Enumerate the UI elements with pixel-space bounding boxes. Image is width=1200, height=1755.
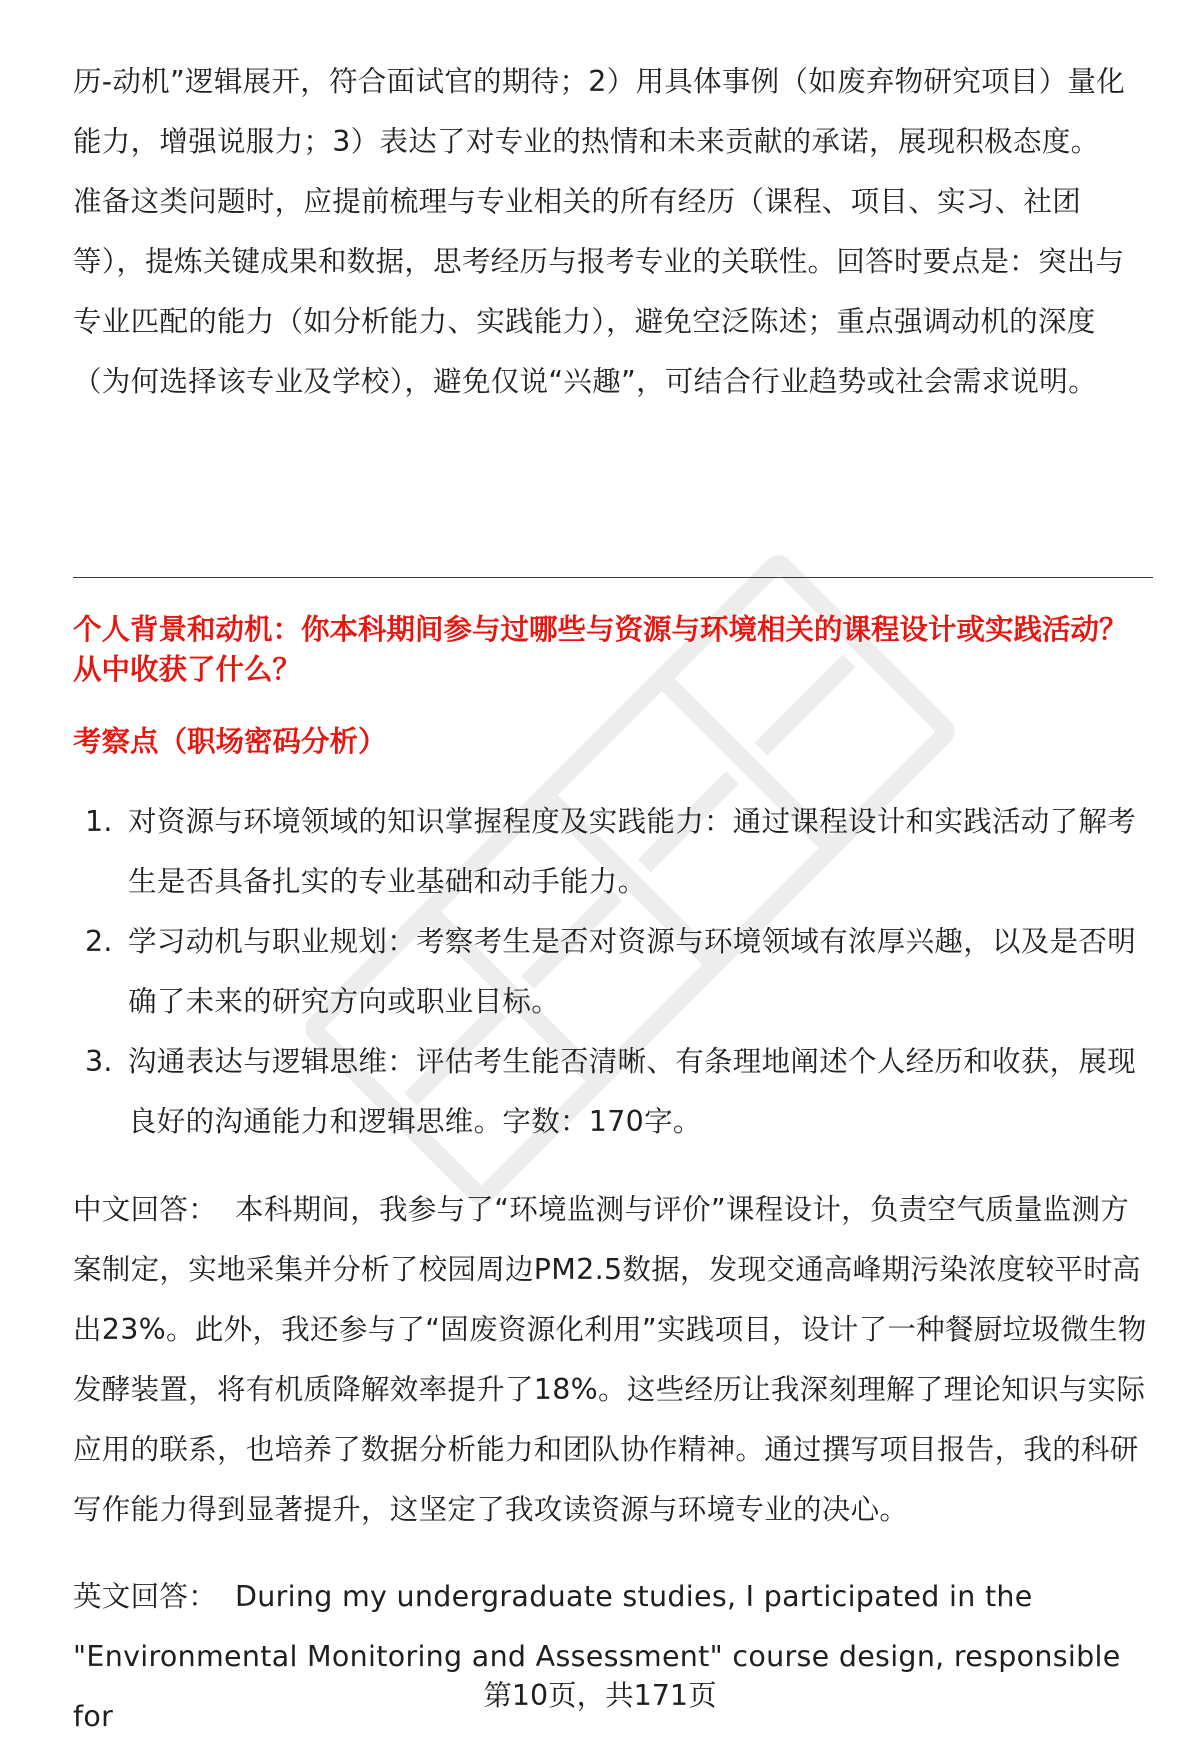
exam-points-heading-section xyxy=(73,722,1153,762)
english-answer-label: 英文回答： xyxy=(73,1580,218,1613)
english-answer-text: During my undergraduate studies, I participated in the "Environmental Monitoring and Assessment" course design, responsible for xyxy=(73,1580,1121,1733)
chinese-answer-paragraph xyxy=(73,1180,1153,1540)
english-answer-paragraph xyxy=(73,1567,1153,1747)
list-item-number: 2. xyxy=(85,925,113,958)
exam-points-list xyxy=(73,792,1153,1152)
chinese-answer-section xyxy=(73,1180,1153,1540)
question-section xyxy=(73,610,1153,690)
list-item-text: 学习动机与职业规划：考察考生是否对资源与环境领域有浓厚兴趣，以及是否明确了未来的研究方向或职业目标。 xyxy=(128,925,1137,1018)
intro-paragraph-1: 历-动机”逻辑展开，符合面试官的期待；2）用具体事例（如废弃物研究项目）量化能力，增强说服力；3）表达了对专业的热情和未来贡献的承诺，展现积极态度。 xyxy=(73,65,1126,158)
list-item-text: 沟通表达与逻辑思维：评估考生能否清晰、有条理地阐述个人经历和收获，展现良好的沟通能力和逻辑思维。字数：170字。 xyxy=(128,1045,1137,1138)
list-item-number: 3. xyxy=(85,1045,113,1078)
section-divider xyxy=(73,577,1153,578)
exam-points-heading: 考察点（职场密码分析） xyxy=(73,725,387,758)
intro-section xyxy=(73,52,1153,412)
chinese-answer-text: 本科期间，我参与了“环境监测与评价”课程设计，负责空气质量监测方案制定，实地采集并分析了校园周边PM2.5数据，发现交通高峰期污染浓度较平时高出23%。此外，我还参与了“固废资源化利用”实践项目，设计了一种餐厨垃圾微生物发酵装置，将有机质降解效率提升了18%。这些经历让我深刻理解了理论知识与实际应用的联系，也培养了数据分析能力和团队协作精神。通过撰写项目报告，我的科研写作能力得到显著提升，这坚定了我攻读资源与环境专业的决心。 xyxy=(73,1193,1147,1526)
list-item xyxy=(73,1032,1153,1152)
list-item-text: 对资源与环境领域的知识掌握程度及实践能力：通过课程设计和实践活动了解考生是否具备扎实的专业基础和动手能力。 xyxy=(128,805,1137,898)
list-item xyxy=(73,792,1153,912)
question-title: 个人背景和动机：你本科期间参与过哪些与资源与环境相关的课程设计或实践活动？从中收获了什么？ xyxy=(73,613,1128,686)
intro-paragraph-2: 准备这类问题时，应提前梳理与专业相关的所有经历（课程、项目、实习、社团等），提炼关键成果和数据，思考经历与报考专业的关联性。回答时要点是：突出与专业匹配的能力（如分析能力、实践能力），避免空泛陈述；重点强调动机的深度（为何选择该专业及学校），避免仅说“兴趣”，可结合行业趋势或社会需求说明。 xyxy=(73,185,1125,398)
list-item xyxy=(73,912,1153,1032)
english-answer-section xyxy=(73,1567,1153,1747)
page-number-footer: 第10页，共171页 xyxy=(483,1679,717,1712)
list-item-number: 1. xyxy=(85,805,113,838)
chinese-answer-label: 中文回答： xyxy=(73,1193,218,1226)
